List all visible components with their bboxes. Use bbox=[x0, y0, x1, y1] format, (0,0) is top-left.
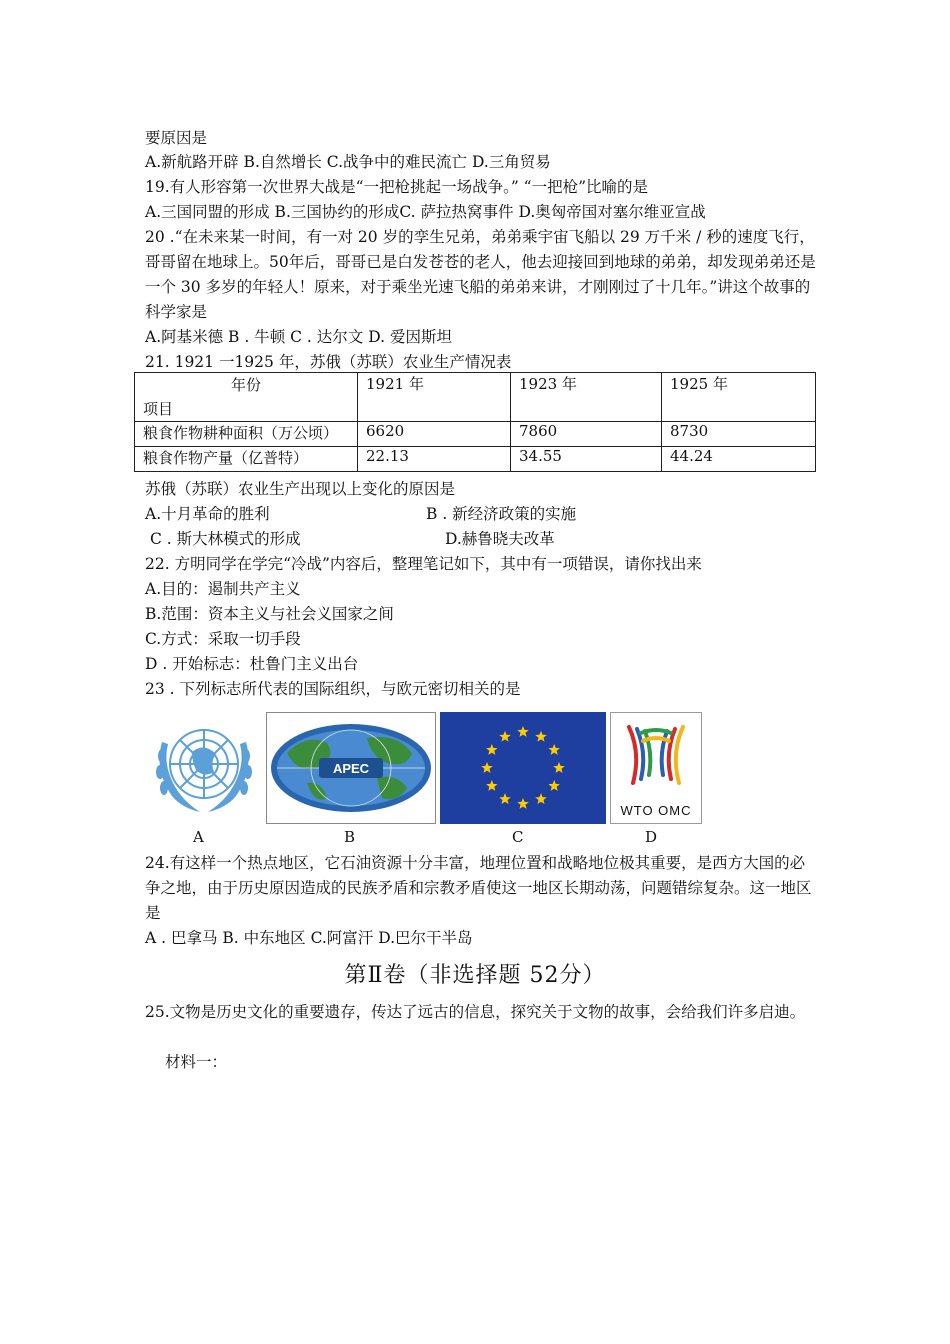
table-header-cell: 1921 年 bbox=[358, 373, 511, 422]
table-cell: 22.13 bbox=[358, 447, 511, 472]
table-row-label: 粮食作物产量（亿普特） bbox=[135, 447, 358, 472]
eu-flag-icon bbox=[440, 712, 606, 824]
q25-material: 材料一： bbox=[165, 1053, 228, 1071]
q22-option-d: D . 开始标志：杜鲁门主义出台 bbox=[145, 655, 359, 673]
table-cell: 6620 bbox=[358, 422, 511, 447]
table-header-cell: 1925 年 bbox=[662, 373, 816, 422]
apec-logo bbox=[266, 712, 436, 824]
table-row bbox=[135, 447, 816, 472]
q21-option-c: C . 斯大林模式的形成 bbox=[150, 530, 301, 548]
table-row bbox=[135, 422, 816, 447]
wto-logo bbox=[610, 712, 702, 824]
q21-option-b: B . 新经济政策的实施 bbox=[426, 505, 577, 523]
wto-text: WTO OMC bbox=[620, 803, 692, 818]
q24-options: A . 巴拿马 B. 中东地区 C.阿富汗 D.巴尔干半岛 bbox=[145, 929, 473, 947]
wto-emblem-icon bbox=[611, 713, 701, 801]
q22-option-b: B.范围：资本主义与社会义国家之间 bbox=[145, 605, 394, 623]
table-cell: 7860 bbox=[511, 422, 662, 447]
q21-stem: 21. 1921 一1925 年，苏俄（苏联）农业生产情况表 bbox=[145, 353, 512, 371]
q24-stem: 24.有这样一个热点地区，它石油资源十分丰富，地理位置和战略地位极其重要，是西方大国的必争之地，由于历史原因造成的民族矛盾和宗教矛盾使这一地区长期动荡，问题错综复杂。这一地区是 bbox=[145, 854, 812, 922]
logo-label-a: A bbox=[193, 828, 204, 846]
q20-stem: 20 .“在未来某一时间，有一对 20 岁的孪生兄弟，弟弟乘宇宙飞船以 29 万千米 / 秒的速度飞行，哥哥留在地球上。50年后，哥哥已是白发苍苍的老人，他去迎接回到地球的弟弟，却发现弟弟还是一个 30 多岁的年轻人！原来，对于乘坐光速飞船的弟弟来讲，才刚刚过了十几年。”讲这个故事的科学家是 bbox=[145, 228, 816, 321]
q19-stem: 19.有人形容第一次世界大战是“一把枪挑起一场战争。” “一把枪”比喻的是 bbox=[145, 178, 649, 196]
q23-stem: 23 . 下列标志所代表的国际组织，与欧元密切相关的是 bbox=[145, 680, 521, 698]
table-cell: 44.24 bbox=[662, 447, 816, 472]
table-row-label: 粮食作物耕种面积（万公顷） bbox=[135, 422, 358, 447]
header-item-label: 项目 bbox=[143, 400, 174, 418]
un-emblem-icon bbox=[148, 712, 260, 824]
q22-option-c: C.方式：采取一切手段 bbox=[145, 630, 301, 648]
table-cell: 8730 bbox=[662, 422, 816, 447]
table-cell: 34.55 bbox=[511, 447, 662, 472]
q20-options: A.阿基米德 B . 牛顿 C . 达尔文 D. 爱因斯坦 bbox=[145, 328, 452, 346]
un-logo bbox=[148, 712, 260, 824]
logo-label-c: C bbox=[512, 828, 524, 846]
apec-globe-icon bbox=[267, 713, 435, 823]
agriculture-table bbox=[134, 372, 816, 472]
q22-option-a: A.目的：遏制共产主义 bbox=[145, 580, 301, 598]
logo-label-d: D bbox=[645, 828, 658, 846]
table-header-cell: 1923 年 bbox=[511, 373, 662, 422]
q21-option-a: A.十月革命的胜利 bbox=[145, 505, 270, 523]
q21-option-d: D.赫鲁晓夫改革 bbox=[445, 530, 555, 548]
q19-options: A.三国同盟的形成 B.三国协约的形成C. 萨拉热窝事件 D.奥匈帝国对塞尔维亚宣战 bbox=[145, 203, 706, 221]
q18-stem-tail: 要原因是 bbox=[145, 129, 208, 147]
eu-flag bbox=[440, 712, 606, 824]
section-heading: 第Ⅱ卷（非选择题 52分） bbox=[344, 963, 606, 988]
q18-options: A.新航路开辟 B.自然增长 C.战争中的难民流亡 D.三角贸易 bbox=[145, 153, 551, 171]
apec-text: APEC bbox=[332, 761, 370, 776]
header-year-label: 年份 bbox=[230, 376, 261, 394]
q22-stem: 22. 方明同学在学完“冷战”内容后，整理笔记如下，其中有一项错误，请你找出来 bbox=[145, 555, 702, 573]
logo-label-b: B bbox=[344, 828, 356, 846]
q21-question: 苏俄（苏联）农业生产出现以上变化的原因是 bbox=[145, 480, 456, 498]
table-header-row bbox=[135, 373, 816, 422]
table-corner-cell bbox=[135, 373, 358, 422]
q25-stem: 25.文物是历史文化的重要遗存，传达了远古的信息，探究关于文物的故事，会给我们许多启迪。 bbox=[145, 1003, 806, 1021]
